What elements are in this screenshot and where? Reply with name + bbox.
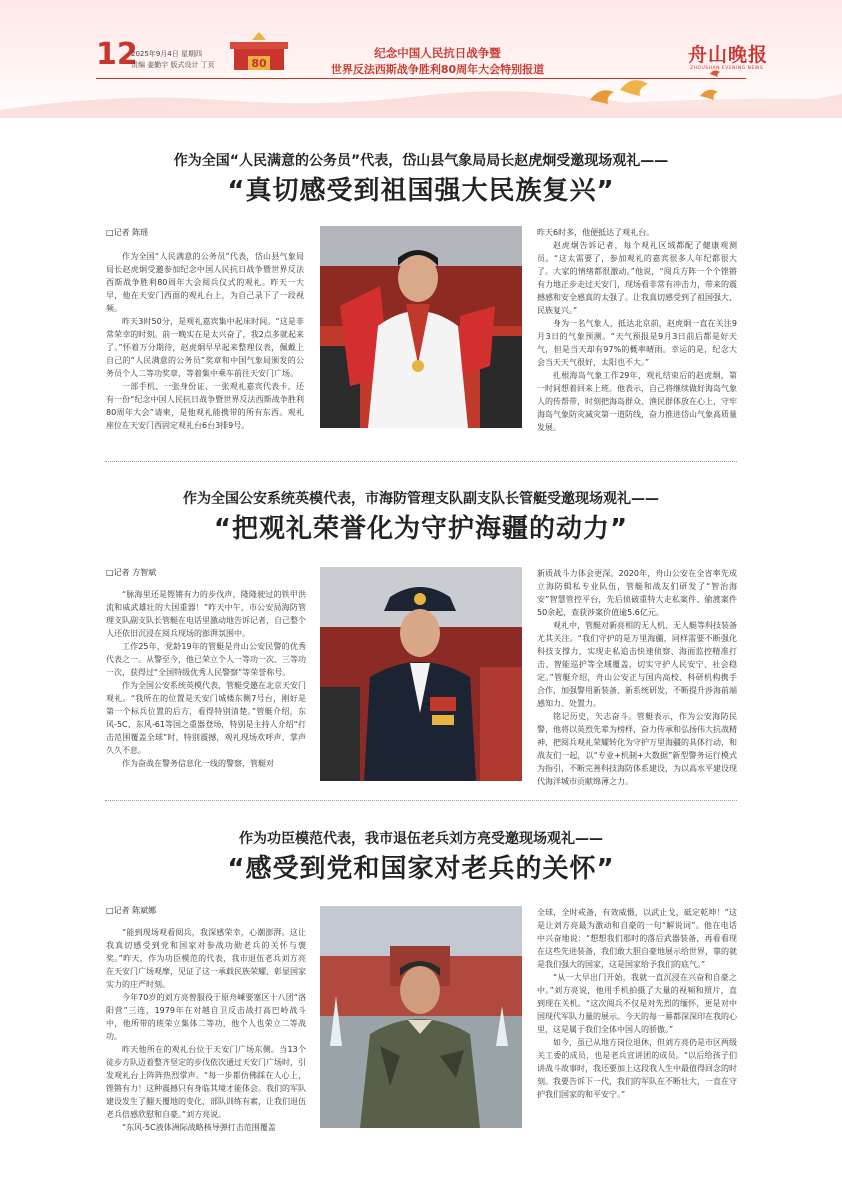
section2-left-column: [106, 588, 306, 770]
section2-headline: “把观礼荣誉化为守护海疆的动力”: [213, 514, 629, 544]
newspaper-logo-sub: ZHOUSHAN EVENING NEWS: [690, 66, 764, 71]
paragraph: 如今，虽已从地方岗位退休，但刘方亮仍是市区两级关工委的成员，也是老兵宣讲团的成员。“以后给孩子们讲战斗故事时，我还要加上这段我人生中最值得回念的时刻。我要告诉下一代，我们的军队在不断壮大，一直在守护我们国家的和平安宁。”: [537, 1038, 737, 1099]
paragraph: 今年70岁的刘方亮曾服役于原舟嵊要塞区十八团“洛阳营”三连，1979年在对越自卫反击战打高巴岭战斗中，他所带的班荣立集体二等功，他个人也荣立二等战功。: [106, 993, 306, 1041]
paragraph: “从一大早出门开始，我就一直沉浸在兴奋和自豪之中。”刘方亮说，他用手机拍摄了大量的视频和照片，直到现在关机。“这次阅兵不仅是对先烈的缅怀，更是对中国现代军队力量的展示。今天的每一幕都深深印在我的心里，这是属于我们全体中国人的骄傲。”: [537, 973, 737, 1034]
paragraph: “脉海里还是铿锵有力的步伐声，隆隆驶过的铁甲洪流和威武雄壮的大国重器！”昨天中午，市公安局海防管理支队副支队长管艇在电话里激动地告诉记者，自己整个人还依旧沉浸在阅兵现场的澎湃氛围中。: [106, 590, 306, 638]
section-divider: [105, 461, 737, 462]
paragraph: 昨天3时50分，是观礼嘉宾集中起床时间。“这是非常荣幸的时刻。前一晚实在是太兴奋了，我2点多就起来了。”怀着万分期待，赵虎炯早早起来整理仪表，佩戴上自己的“人民满意的公务员”奖章和中国气象局颁发的公务员个人二等功奖章，等着集中乘车前往天安门广场。: [106, 317, 304, 378]
paragraph: 工作25年，党龄19年的管艇是舟山公安民警的优秀代表之一。从警至今，他已荣立个人一等功一次、三等功一次，获得过“全国特级优秀人民警察”等荣誉称号。: [106, 642, 306, 677]
section3-right-column: [537, 906, 737, 1101]
paragraph: 全球，全时戒备，有效威慑，以武止戈，砥定乾坤！”这是让刘方亮最为激动和自豪的一句“解说词”。他在电话中兴奋地说：“想想我们那时的落后武器装备，再看看现在这些先进装备，我们敢大胆自豪地展示给世界，靠的就是我们强大的国家，这是国家给予我们的底气。”: [537, 908, 737, 969]
paragraph: 作为全国“人民满意的公务员”代表，岱山县气象局局长赵虎炯受邀参加纪念中国人民抗日战争暨世界反法西斯战争胜利80周年大会阅兵仪式的观礼。昨天一大早，他在天安门西面的观礼台上，为自己录下了一段视频。: [106, 252, 304, 313]
paragraph: 作为奋战在警务信息化一线的警察，管艇对: [122, 759, 274, 768]
section3-byline: □记者 陈斌娜: [106, 906, 157, 915]
anniversary-emblem-icon: [228, 30, 290, 78]
paragraph: 扎根海岛气象工作29年，观礼结束后的赵虎炯，第一时间想着回来上班。他表示，自己将继续做好海岛气象人的传帮带，时刻把海岛群众、渔民群体放在心上，守牢海岛气象防灾减灾第一道防线，奋力推进岱山气象高质量发展。: [537, 371, 737, 432]
section1-byline: □记者 陈瑶: [106, 228, 149, 237]
editors-credit: 责编 姜勤宇 版式设计 丁页: [131, 61, 215, 69]
section3-photo: [320, 906, 522, 1128]
paragraph: 作为全国公安系统英模代表，管艇受邀在北京天安门观礼。“我所在的位置是天安门城楼东侧7号台，刚好是第一个标兵位置的后方，看得特别清楚。”管艇介绍，东风-5C、东风-61等国之重器登场，特别是主持人介绍“打击范围覆盖全球”时，特别震撼，观礼现场欢呼声、掌声久久不息。: [106, 681, 306, 755]
section2-byline: □记者 方智斌: [106, 568, 157, 577]
section1-left-column: [106, 250, 304, 432]
paragraph: 身为一名气象人，抵达北京前，赵虎炯一直在关注9月3日的气象预测。“天气预报是9月3日前后都是好天气，但是当天却有97%的概率晴雨。幸运的是，纪念大会当天天气很好，太阳也不大。”: [537, 319, 737, 367]
newspaper-logo: 舟山晚报: [688, 44, 769, 66]
paragraph: 一部手机、一张身份证、一张观礼嘉宾代表卡，还有一份“纪念中国人民抗日战争暨世界反法西斯战争胜利80周年大会”请柬，是他观礼能携带的所有东西。观礼座位在天安门西固定观礼台6台3排9号。: [106, 382, 304, 430]
section-divider: [105, 800, 737, 801]
paragraph: “能到现场观看阅兵，我深感荣幸，心潮澎湃。这让我真切感受到党和国家对参战功勋老兵的关怀与褒奖。”昨天，作为功臣模范的代表，我市退伍老兵刘方亮在天安门广场观摩，见证了这一承载民族荣耀、彰显国家实力的庄严时刻。: [106, 928, 306, 989]
banner-title-line2: 世界反法西斯战争胜利80周年大会特别报道: [330, 63, 545, 76]
section3-left-column: [106, 926, 306, 1134]
paragraph: 赵虎炯告诉记者，每个观礼区域都配了健康观测员。“这太需要了，参加观礼的嘉宾很多人年纪都很大了。大家的情绪都很激动。”他说，“阅兵方阵一个个铿锵有力地正步走过天安门，现场看非常有冲击力，带来的震撼感和安全感真的太强了。让我真切感受到了祖国强大、民族复兴。”: [537, 241, 737, 315]
section2-kicker: 作为全国公安系统英模代表，市海防管理支队副支队长管艇受邀现场观礼——: [183, 491, 659, 507]
section1-headline: “真切感受到祖国强大民族复兴”: [227, 176, 615, 206]
section1-right-column: [537, 226, 737, 434]
paragraph: 观礼中，管艇对新亮相的无人机、无人艇等科技装备尤其关注。“我们守护的是万里海疆，同样需要不断强化科技支撑力，实现走私追击快速侦察、海面监控精准打击、智能巡护等全域覆盖，切实守护人民安宁、社会稳定。”管艇介绍，舟山公安正与国内高校、科研机构携手合作，加强警用新装备、新系统研发，不断提升涉海前端感知力、处置力。: [537, 621, 737, 708]
banner-title-line1: 纪念中国人民抗日战争暨: [374, 46, 501, 60]
page-number: 12: [96, 37, 138, 72]
section2-right-column: [537, 567, 737, 788]
paragraph: 昨天6时多，他便抵达了观礼台。: [537, 228, 655, 237]
paragraph: 铭记历史，矢志奋斗。管艇表示，作为公安海防民警，他将以英烈先辈为榜样，奋力传承和弘扬伟大抗战精神，把阅兵观礼荣耀转化为守护万里海疆的具体行动，和战友们一起，以“专业+机制+大数据”新型警务运行模式为指引，不断完善科技海防体系建设，为以高水平建设现代海洋城市贡献绵薄之力。: [537, 712, 737, 786]
section3-headline: “感受到党和国家对老兵的关怀”: [227, 854, 615, 884]
section2-photo: [320, 567, 522, 781]
section1-kicker: 作为全国“人民满意的公务员”代表，岱山县气象局局长赵虎炯受邀现场观礼——: [173, 153, 669, 169]
section1-photo: [320, 226, 522, 428]
section3-kicker: 作为功臣模范代表，我市退伍老兵刘方亮受邀现场观礼——: [239, 831, 603, 847]
paragraph: 昨天他所在的观礼台位于天安门广场东侧。当13个徒步方队迈着整齐坚定的步伐依次通过天安门广场时，引发观礼台上阵阵热烈掌声。“每一步都仿佛踩在人心上，铿锵有力！这种震撼只有身临其境才能体会。我们的军队建设发生了翻天覆地的变化，部队训练有素，让我们退伍老兵倍感欣慰和自豪。”刘方亮说。: [106, 1045, 306, 1119]
emblem-number: 80: [251, 57, 267, 70]
paragraph: 新质战斗力体会更深。2020年，舟山公安在全省率先成立海防辑私专业队伍，管艇和战友们研发了“智治海安”智慧管控平台，先后侦破重特大走私案件、偷渡案件50余起，查获涉案价值逾5.6亿元。: [537, 569, 737, 617]
paragraph: “东风-5C液体洲际战略核导弹打击范围覆盖: [122, 1123, 276, 1132]
issue-date: 2025年9月4日 星期四: [131, 50, 202, 58]
